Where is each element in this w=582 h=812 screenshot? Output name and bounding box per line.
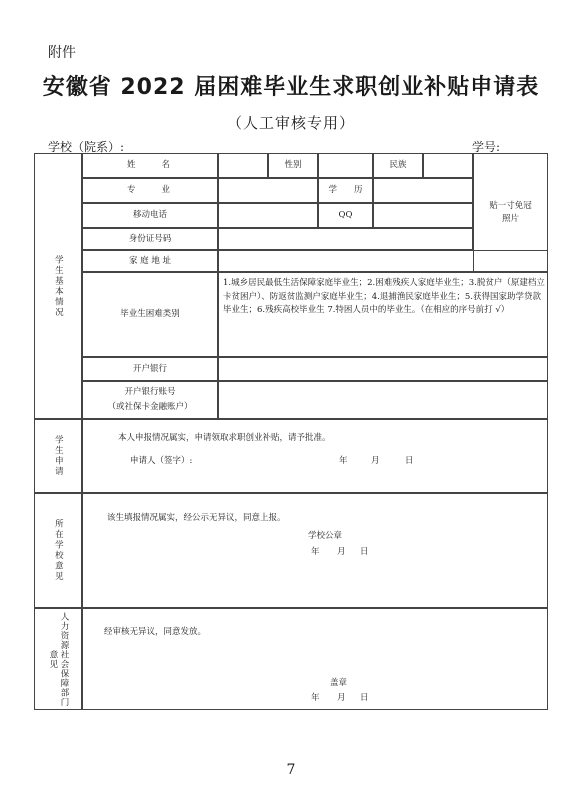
student-apply-month: 月 [371,456,380,466]
gender-field[interactable] [318,153,373,178]
address-label: 家 庭 地 址 [82,250,218,272]
id-number-label: 身份证号码 [82,228,218,250]
document-title: 安徽省 2022 届困难毕业生求职创业补贴申请表 [42,75,540,100]
school-opinion-year: 年 [311,547,320,557]
account-label [82,381,218,419]
hardship-category-options: 1.城乡居民最低生活保障家庭毕业生；2.困难残疾人家庭毕业生；3.脱贫户（原建档立卡贫困户）、防返贫监测户家庭毕业生；4.退捕渔民家庭毕业生；5.获得国家助学贷款毕业生；6.残疾高校毕业生 7.特困人员中的毕业生。（在相应的序号前打 √） [223,278,545,316]
hr-opinion-day: 日 [360,693,369,703]
school-seal-label: 学校公章 [308,531,343,541]
education-field[interactable] [373,178,473,203]
school-label: 学校（院系）: [48,140,125,154]
account-label-line1: 开户银行账号 [124,386,176,397]
hr-opinion-year: 年 [311,693,320,703]
student-number-label: 学号: [472,140,501,154]
school-opinion-section-text: 所在学校意见 [53,519,64,582]
school-opinion-statement: 该生填报情况属实，经公示无异议，同意上报。 [107,513,286,523]
name-field[interactable] [218,153,268,178]
name-label: 姓 名 [82,153,218,178]
hr-opinion-section-text: 人力资源社会保障部门意见 [48,611,70,707]
hardship-category-label: 毕业生困难类别 [82,272,218,357]
ethnicity-field[interactable] [423,153,473,178]
photo-label: 贴一寸免冠照片 [489,200,532,224]
qq-field[interactable] [373,203,473,228]
student-apply-day: 日 [405,456,414,466]
basic-info-section-text: 学生基本情况 [53,254,64,318]
hr-seal-label: 盖章 [330,678,348,688]
applicant-signature-label: 申请人（签字）: [130,456,193,466]
mobile-field[interactable] [218,203,318,228]
student-apply-statement: 本人申报情况属实，申请领取求职创业补贴，请予批准。 [118,433,331,443]
basic-info-section-label [34,153,82,419]
major-field[interactable] [218,178,318,203]
student-apply-year: 年 [339,456,348,466]
page-number: 7 [286,762,296,778]
school-opinion-month: 月 [337,547,346,557]
qq-label: QQ [318,203,373,228]
account-label-line2: （或社保卡金融账户） [107,402,193,412]
bank-field[interactable] [218,357,548,381]
attachment-label: 附件 [48,45,76,61]
address-field[interactable] [218,250,548,272]
student-apply-section-label [34,419,82,493]
hr-opinion-statement: 经审核无异议，同意发放。 [104,627,207,637]
bank-label: 开户银行 [82,357,218,381]
id-number-field[interactable] [218,228,473,250]
student-apply-section-text: 学生申请 [53,435,64,477]
hr-opinion-section-label [34,608,82,710]
gender-label: 性别 [268,153,318,178]
document-subtitle: （人工审核专用） [226,114,355,132]
major-label: 专 业 [82,178,218,203]
school-opinion-day: 日 [360,547,369,557]
education-label: 学 历 [318,178,373,203]
school-opinion-section-label [34,493,82,608]
mobile-label: 移动电话 [82,203,218,228]
hr-opinion-month: 月 [337,693,346,703]
ethnicity-label: 民族 [373,153,423,178]
account-field[interactable] [218,381,548,419]
